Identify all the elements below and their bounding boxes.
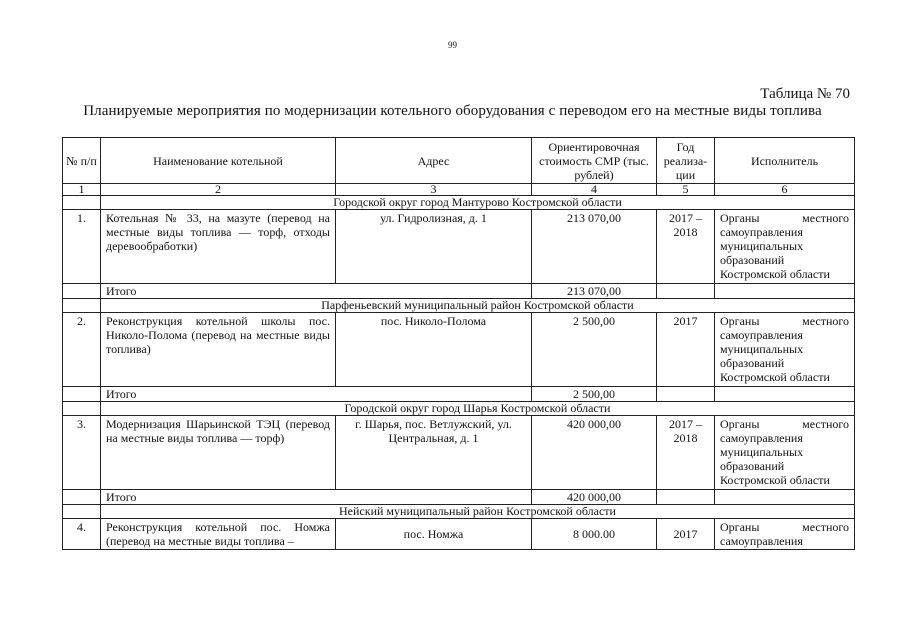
row-address: ул. Гидролизная, д. 1 [336, 210, 532, 284]
header-cost: Ориентировочная стоимость СМР (тыс. рублей) [532, 138, 657, 184]
row-cost: 213 070,00 [532, 210, 657, 284]
total-spacer [715, 490, 855, 505]
header-name: Наименование котельной [101, 138, 336, 184]
row-executor: Органы местного самоуправления муниципальных образований Костромской области [715, 210, 855, 284]
row-year: 2017 – 2018 [657, 210, 715, 284]
total-spacer [657, 490, 715, 505]
row-executor: Органы местного самоуправления муниципальных образований Костромской области [715, 416, 855, 490]
row-cost: 2 500,00 [532, 313, 657, 387]
table-row [63, 210, 855, 284]
row-executor: Органы местного самоуправления [715, 519, 855, 550]
row-num: 4. [63, 519, 101, 550]
section-title: Нейский муниципальный район Костромской области [101, 505, 855, 519]
column-number: 5 [657, 184, 715, 196]
section-row [63, 402, 855, 416]
table-row [63, 519, 855, 550]
total-label: Итого [101, 387, 532, 402]
column-number: 1 [63, 184, 101, 196]
row-address: пос. Номжа [336, 519, 532, 550]
row-address: пос. Николо-Полома [336, 313, 532, 387]
column-number: 4 [532, 184, 657, 196]
total-spacer [657, 387, 715, 402]
section-spacer [63, 196, 101, 210]
total-value: 420 000,00 [532, 490, 657, 505]
row-num: 2. [63, 313, 101, 387]
total-spacer [715, 387, 855, 402]
total-spacer [657, 284, 715, 299]
row-cost: 420 000,00 [532, 416, 657, 490]
column-number: 3 [336, 184, 532, 196]
row-name: Реконструкция котельной школы пос. Николо-Полома (перевод на местные виды топлива) [101, 313, 336, 387]
row-year: 2017 [657, 519, 715, 550]
total-row [63, 490, 855, 505]
row-name: Модернизация Шарьинской ТЭЦ (перевод на местные виды топлива — торф) [101, 416, 336, 490]
total-label: Итого [101, 490, 532, 505]
total-spacer [63, 284, 101, 299]
section-title: Парфеньевский муниципальный район Костромской области [101, 299, 855, 313]
table-title: Планируемые мероприятия по модернизации котельного оборудования с переводом его на местные виды топлива [83, 103, 822, 119]
page-number: 99 [448, 40, 457, 50]
table-row [63, 416, 855, 490]
measures-table [62, 137, 855, 550]
column-number: 6 [715, 184, 855, 196]
row-executor: Органы местного самоуправления муниципальных образований Костромской области [715, 313, 855, 387]
total-value: 2 500,00 [532, 387, 657, 402]
total-spacer [63, 387, 101, 402]
section-spacer [63, 299, 101, 313]
section-row [63, 299, 855, 313]
row-year: 2017 [657, 313, 715, 387]
total-label: Итого [101, 284, 532, 299]
section-spacer [63, 505, 101, 519]
section-row [63, 196, 855, 210]
row-name: Котельная № 33, на мазуте (перевод на местные виды топлива — торф, отходы деревообработки) [101, 210, 336, 284]
section-title: Городской округ город Мантурово Костромской области [101, 196, 855, 210]
header-year: Год реализа-ции [657, 138, 715, 184]
row-num: 1. [63, 210, 101, 284]
table-label: Таблица № 70 [760, 86, 850, 102]
total-row [63, 387, 855, 402]
header-row [63, 138, 855, 184]
header-num: № п/п [63, 138, 101, 184]
total-value: 213 070,00 [532, 284, 657, 299]
header-address: Адрес [336, 138, 532, 184]
section-title: Городской округ город Шарья Костромской области [101, 402, 855, 416]
table-row [63, 313, 855, 387]
row-num: 3. [63, 416, 101, 490]
total-spacer [715, 284, 855, 299]
section-row [63, 505, 855, 519]
row-year: 2017 – 2018 [657, 416, 715, 490]
total-spacer [63, 490, 101, 505]
column-numbers-row [63, 184, 855, 196]
section-spacer [63, 402, 101, 416]
header-executor: Исполнитель [715, 138, 855, 184]
row-address: г. Шарья, пос. Ветлужский, ул. Центральная, д. 1 [336, 416, 532, 490]
total-row [63, 284, 855, 299]
row-name: Реконструкция котельной пос. Номжа (перевод на местные виды топлива – [101, 519, 336, 550]
column-number: 2 [101, 184, 336, 196]
row-cost: 8 000.00 [532, 519, 657, 550]
